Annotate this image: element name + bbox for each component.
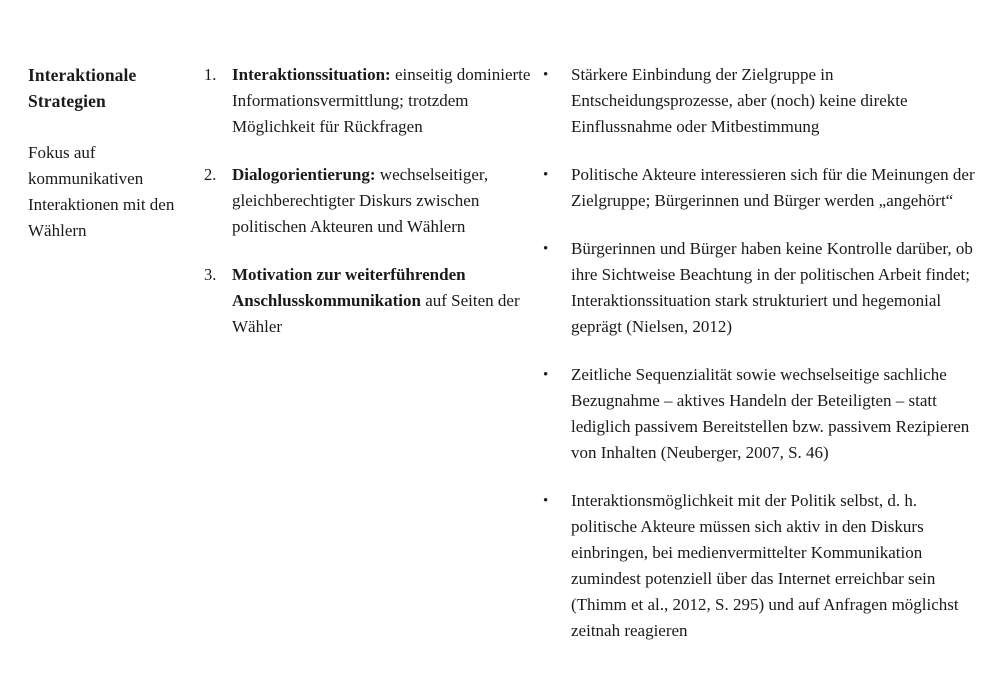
numbered-list-cell [200, 62, 535, 340]
list-item-lead: Dialogorientierung: [232, 165, 376, 184]
list-item-lead: Motivation zur weiterführenden Anschlusskommunikation [232, 265, 466, 310]
list-item-text: auf Seiten der Wähler [232, 291, 520, 336]
table-row [0, 62, 1006, 644]
list-marker: 1. [204, 65, 217, 84]
list-item-text: Bürgerinnen und Bürger haben keine Kontrolle darüber, ob ihre Sichtweise Beachtung in der politischen Arbeit findet; Interaktionssituation stark strukturiert und hegemonial geprägt (Nielsen, 2012) [571, 239, 973, 336]
strategy-title: Interaktionale Strategien [28, 65, 137, 111]
bullet-icon: • [543, 241, 549, 257]
list-item [204, 62, 535, 140]
list-marker: 2. [204, 165, 217, 184]
strategy-label-cell [0, 62, 200, 244]
list-item-lead: Interaktionssituation: [232, 65, 391, 84]
bullet-icon: • [543, 167, 549, 183]
bullet-icon: • [543, 367, 549, 383]
list-item [204, 262, 535, 340]
bullet-icon: • [543, 67, 549, 83]
numbered-list [204, 62, 535, 340]
list-item [541, 236, 982, 340]
bullet-list-cell [535, 62, 1006, 644]
bullet-icon: • [543, 493, 549, 509]
list-item [541, 162, 982, 214]
list-item-text: wechselseitiger, gleichberechtigter Diskurs zwischen politischen Akteuren und Wählern [232, 165, 489, 236]
list-item [541, 362, 982, 466]
list-item-text: Zeitliche Sequenzialität sowie wechselseitige sachliche Bezugnahme – aktives Handeln der Beteiligten – statt lediglich passivem Bereitstellen bzw. passivem Rezipieren von Inhalten (Neuberger, 2007, S. 46) [571, 365, 970, 462]
list-item-text: Stärkere Einbindung der Zielgruppe in Entscheidungsprozesse, aber (noch) keine direkte Einflussnahme oder Mitbestimmung [571, 65, 908, 136]
list-item-text: Politische Akteure interessieren sich für die Meinungen der Zielgruppe; Bürgerinnen und Bürger werden „angehört“ [571, 165, 975, 210]
bullet-list [541, 62, 982, 644]
list-item [204, 162, 535, 240]
list-item [541, 488, 982, 644]
list-item-text: einseitig dominierte Informationsvermittlung; trotzdem Möglichkeit für Rückfragen [232, 65, 531, 136]
strategy-description: Fokus auf kommunikativen Interaktionen mit den Wählern [28, 143, 175, 240]
list-item [541, 62, 982, 140]
list-item-text: Interaktionsmöglichkeit mit der Politik selbst, d. h. politische Akteure müssen sich aktiv in den Diskurs einbringen, bei medienvermittelter Kommunikation zumindest potenziell über das Internet erreichbar sein (Thimm et al., 2012, S. 295) und auf Anfragen möglichst zeitnah reagieren [571, 491, 959, 640]
list-marker: 3. [204, 265, 217, 284]
